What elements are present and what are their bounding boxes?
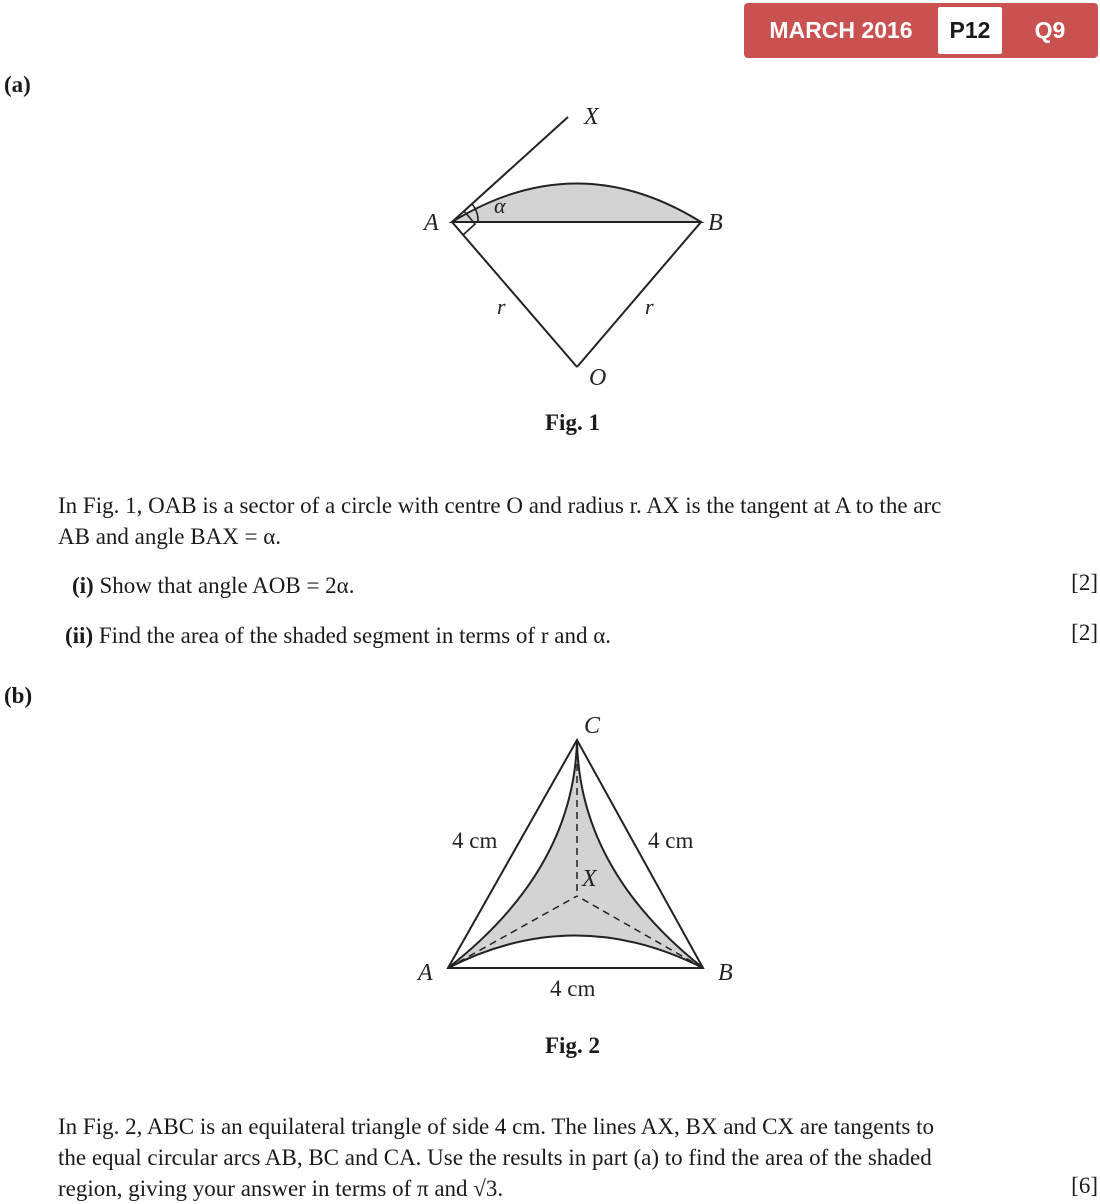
fig1-caption: Fig. 1 (545, 410, 600, 435)
part-b-marks: [6] (1071, 1173, 1098, 1198)
sub-i-text: Show that angle AOB = 2α. (99, 573, 355, 598)
sub-question-ii (65, 620, 611, 651)
part-b-line1: In Fig. 2, ABC is an equilateral triangle of side 4 cm. The lines AX, BX and CX are tangents to (58, 1114, 934, 1139)
sub-ii-marks: [2] (1071, 620, 1098, 645)
label-x-fig2: X (582, 866, 597, 892)
badge-date: MARCH 2016 (769, 17, 913, 43)
label-r-right: r (645, 294, 654, 319)
label-a-fig2: A (418, 960, 433, 986)
label-x-fig1: X (584, 104, 599, 130)
figure-1 (0, 0, 1100, 460)
label-alpha: α (494, 193, 506, 218)
part-b-line3: region, giving your answer in terms of π and √3. (58, 1176, 504, 1201)
label-o: O (589, 365, 607, 391)
part-b-line2: the equal circular arcs AB, BC and CA. Use the results in part (a) to find the area of the shaded (58, 1145, 932, 1170)
sub-i-marks: [2] (1071, 570, 1098, 595)
label-side-left: 4 cm (452, 828, 498, 853)
sub-question-i (72, 570, 354, 601)
radius-ob (577, 222, 701, 367)
part-a-intro-line1: In Fig. 1, OAB is a sector of a circle with centre O and radius r. AX is the tangent at A to the arc (58, 493, 942, 518)
label-a-fig1: A (424, 210, 439, 236)
part-a-intro-line2: AB and angle BAX = α. (58, 524, 282, 549)
label-c: C (584, 713, 601, 739)
label-side-right: 4 cm (648, 828, 694, 853)
label-b-fig1: B (708, 210, 723, 236)
shaded-region (448, 740, 703, 968)
part-a-label: (a) (4, 72, 31, 97)
badge-question: Q9 (1034, 17, 1066, 43)
badge-paper: P12 (938, 7, 1002, 54)
figure-2 (0, 700, 1100, 1040)
sub-ii-text: Find the area of the shaded segment in terms of r and α. (98, 623, 612, 648)
radius-oa (452, 222, 577, 367)
label-r-left: r (497, 294, 506, 319)
label-side-bottom: 4 cm (550, 976, 596, 1001)
fig2-caption: Fig. 2 (545, 1033, 600, 1058)
part-b-label: (b) (4, 683, 33, 708)
label-b-fig2: B (718, 960, 733, 986)
sub-ii-label: (ii) (65, 623, 94, 648)
sub-i-label: (i) (72, 573, 94, 598)
